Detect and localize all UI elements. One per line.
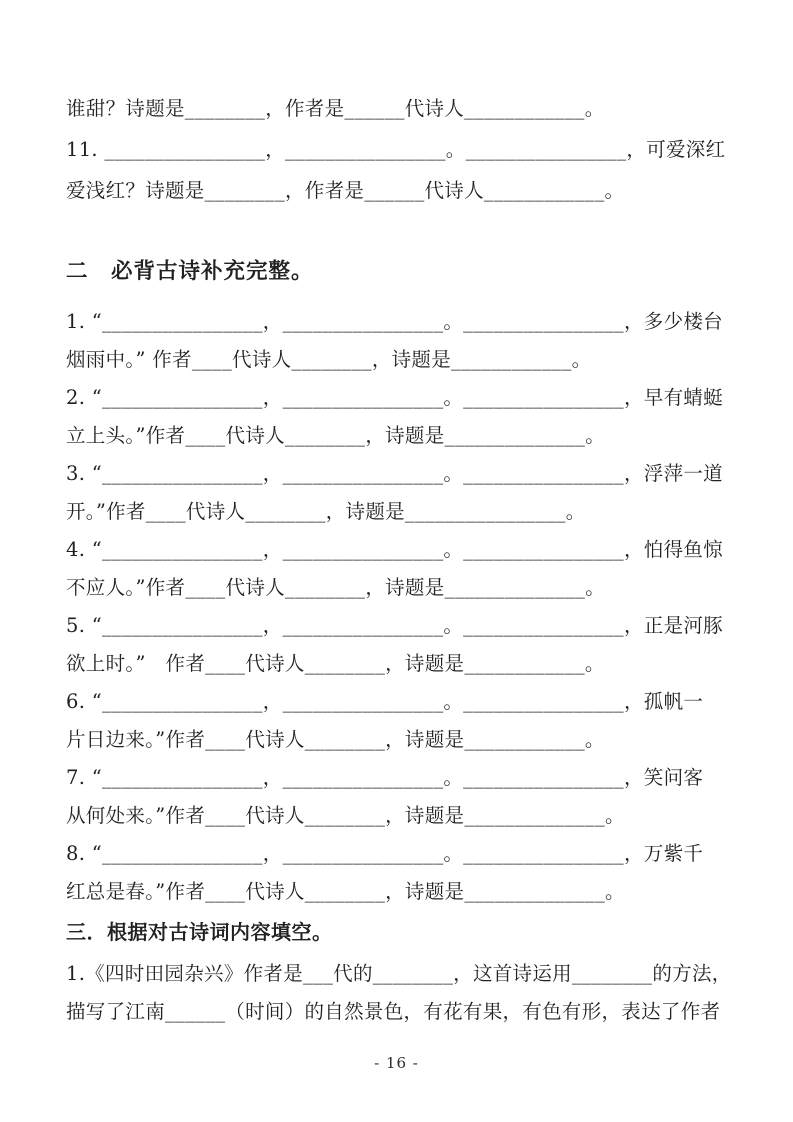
page-number: - 16 - xyxy=(374,1054,419,1072)
item-2-line-1: 2. “________________，________________。________________，早有蜻蜓 xyxy=(66,386,723,409)
item-2-line-2: 立上头。”作者____代诗人________，诗题是______________。 xyxy=(66,424,606,447)
text-line: 11. ________________，________________。________________，可爱深红 xyxy=(66,138,726,161)
item-7-line-1: 7. “________________，________________。________________，笑问客 xyxy=(66,766,704,789)
item-5-line-1: 5. “________________，________________。________________，正是河豚 xyxy=(66,614,723,637)
text-line: 爱浅红？诗题是________，作者是______代诗人____________。 xyxy=(66,179,625,202)
item-6-line-2: 片日边来。”作者____代诗人________，诗题是____________。 xyxy=(66,728,605,751)
section-3-line-2: 描写了江南______（时间）的自然景色，有花有果，有色有形，表达了作者 xyxy=(66,1000,721,1023)
section-3-items xyxy=(66,955,737,1031)
section-2-items xyxy=(66,303,737,911)
section-2-heading: 二 必背古诗补充完整。 xyxy=(66,259,314,284)
item-6-line-1: 6. “________________，________________。________________，孤帆一 xyxy=(66,690,704,713)
item-1-line-1: 1. “________________，________________。________________，多少楼台 xyxy=(66,310,723,333)
section-3-line-1: 1.《四时田园杂兴》作者是___代的________，这首诗运用________的方法， xyxy=(66,962,732,985)
item-8-line-1: 8. “________________，________________。________________，万紫千 xyxy=(66,842,704,865)
item-3-line-1: 3. “________________，________________。________________，浮萍一道 xyxy=(66,462,723,485)
item-4-line-1: 4. “________________，________________。________________，怕得鱼惊 xyxy=(66,538,723,561)
item-1-line-2: 烟雨中。” 作者____代诗人________，诗题是____________。 xyxy=(66,348,592,371)
item-7-line-2: 从何处来。”作者____代诗人________，诗题是______________。 xyxy=(66,804,625,827)
section-3-heading: 三．根据对古诗词内容填空。 xyxy=(66,920,333,944)
item-8-line-2: 红总是春。”作者____代诗人________，诗题是______________。 xyxy=(66,880,625,903)
text-line: 谁甜？诗题是________，作者是______代诗人____________。 xyxy=(66,97,605,120)
item-5-line-2: 欲上时。” 作者____代诗人________，诗题是____________。 xyxy=(66,652,605,675)
page-content xyxy=(66,0,737,1031)
item-3-line-2: 开。”作者____代诗人________，诗题是________________。 xyxy=(66,500,586,523)
question-10-11-tail xyxy=(66,88,737,211)
item-4-line-2: 不应人。”作者____代诗人________，诗题是______________。 xyxy=(66,576,606,599)
